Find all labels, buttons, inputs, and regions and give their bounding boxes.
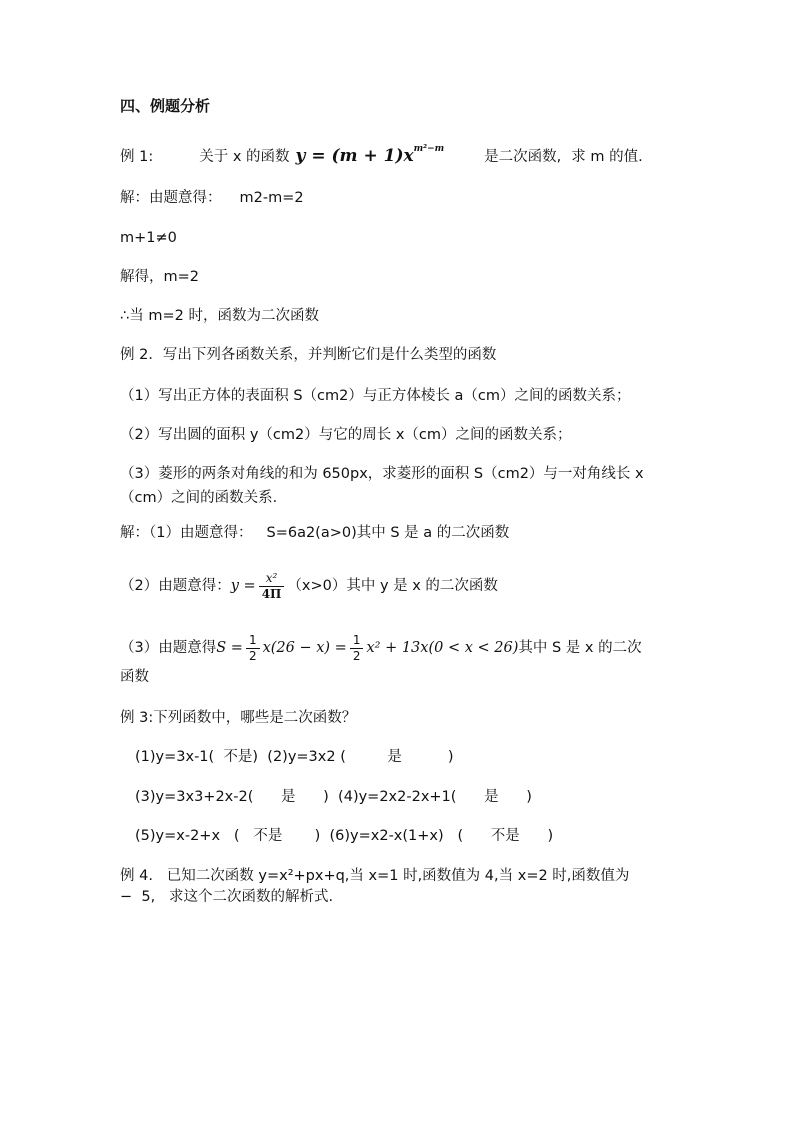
- example-4-line-2: − 5, 求这个二次函数的解析式.: [120, 889, 334, 905]
- solution-1-line-3: 解得，m=2: [120, 269, 199, 285]
- solution-2-part-2: [120, 568, 498, 604]
- solution-2-part-3: [120, 630, 642, 666]
- solution-2-part-1-label: 解：（1）由题意得：: [120, 525, 253, 541]
- solution-1-line-2: m+1≠0: [120, 230, 177, 246]
- example-2-question-2: （2）写出圆的面积 y（cm2）与它的周长 x（cm）之间的函数关系；: [120, 427, 572, 443]
- solution-1-line-1: [120, 188, 304, 208]
- solution-1-equation: m2-m=2: [239, 190, 304, 206]
- example-2-title: 例 2．写出下列各函数关系，并判断它们是什么类型的函数: [120, 347, 497, 363]
- example-1-formula: y = (m + 1)x: [295, 145, 414, 166]
- solution-2-part-3-tail: x² + 13x(0 < x < 26): [366, 640, 519, 656]
- fraction-denominator: 2: [352, 648, 361, 663]
- example-1: [120, 143, 643, 167]
- example-1-formula-exponent: m²−m: [413, 144, 445, 154]
- example-2-question-3-line-1: （3）菱形的两条对角线的和为 650px，求菱形的面积 S（cm2）与一对角线长 x: [120, 466, 644, 482]
- solution-2-part-3-lhs: S =: [216, 640, 243, 656]
- example-3-row-2: (3)y=3x3+2x-2( 是 ) (4)y=2x2-2x+1( 是 ): [135, 789, 532, 805]
- example-1-text-c: 求 m 的值.: [571, 148, 643, 165]
- example-2-question-3-line-2: （cm）之间的函数关系．: [120, 490, 288, 506]
- solution-1-label: 解：由题意得：: [120, 190, 222, 206]
- solution-2-part-3-fraction-1: [246, 633, 260, 664]
- solution-2-part-3-middle: x(26 − x) =: [262, 640, 347, 656]
- solution-2-part-3-fraction-2: [350, 633, 364, 664]
- fraction-denominator: 2: [248, 648, 257, 663]
- solution-1-line-4: ∴当 m=2 时，函数为二次函数: [120, 308, 319, 324]
- example-1-text-a: 关于 x 的函数: [199, 148, 290, 165]
- fraction-denominator: 4Π: [261, 586, 282, 601]
- solution-2-part-2-fraction: [259, 571, 285, 602]
- example-3-title: 例 3:下列函数中，哪些是二次函数？: [120, 710, 357, 726]
- solution-2-part-3-rest: 其中 S 是 x 的二次: [518, 640, 642, 656]
- solution-2-part-3-line-2: 函数: [120, 669, 149, 685]
- example-3-row-3: (5)y=x-2+x ( 不是 ) (6)y=x2-x(1+x) ( 不是 ): [135, 828, 554, 844]
- fraction-numerator: 1: [350, 633, 364, 649]
- fraction-numerator: x²: [259, 571, 285, 587]
- solution-2-part-2-rest: （x>0）其中 y 是 x 的二次函数: [287, 578, 498, 594]
- solution-2-part-2-lhs: y =: [230, 578, 256, 594]
- example-2-question-1: （1）写出正方体的表面积 S（cm2）与正方体棱长 a（cm）之间的函数关系；: [120, 388, 631, 404]
- solution-2-part-2-label: （2）由题意得：: [120, 578, 231, 594]
- example-3-row-1: (1)y=3x-1( 不是) (2)y=3x2 ( 是 ): [135, 749, 454, 765]
- fraction-numerator: 1: [246, 633, 260, 649]
- section-heading: 四、例题分析: [120, 97, 211, 115]
- solution-2-part-1-equation: S=6a2(a>0)其中 S 是 a 的二次函数: [266, 525, 510, 541]
- solution-2-part-3-label: （3）由题意得: [120, 640, 217, 656]
- example-1-text-b: 是二次函数,: [484, 148, 562, 165]
- example-1-label: 例 1:: [120, 148, 154, 165]
- solution-2-part-1: [120, 523, 509, 543]
- example-4-line-1: 例 4. 已知二次函数 y=x²+px+q,当 x=1 时,函数值为 4,当 x=2 时,函数值为: [120, 868, 630, 884]
